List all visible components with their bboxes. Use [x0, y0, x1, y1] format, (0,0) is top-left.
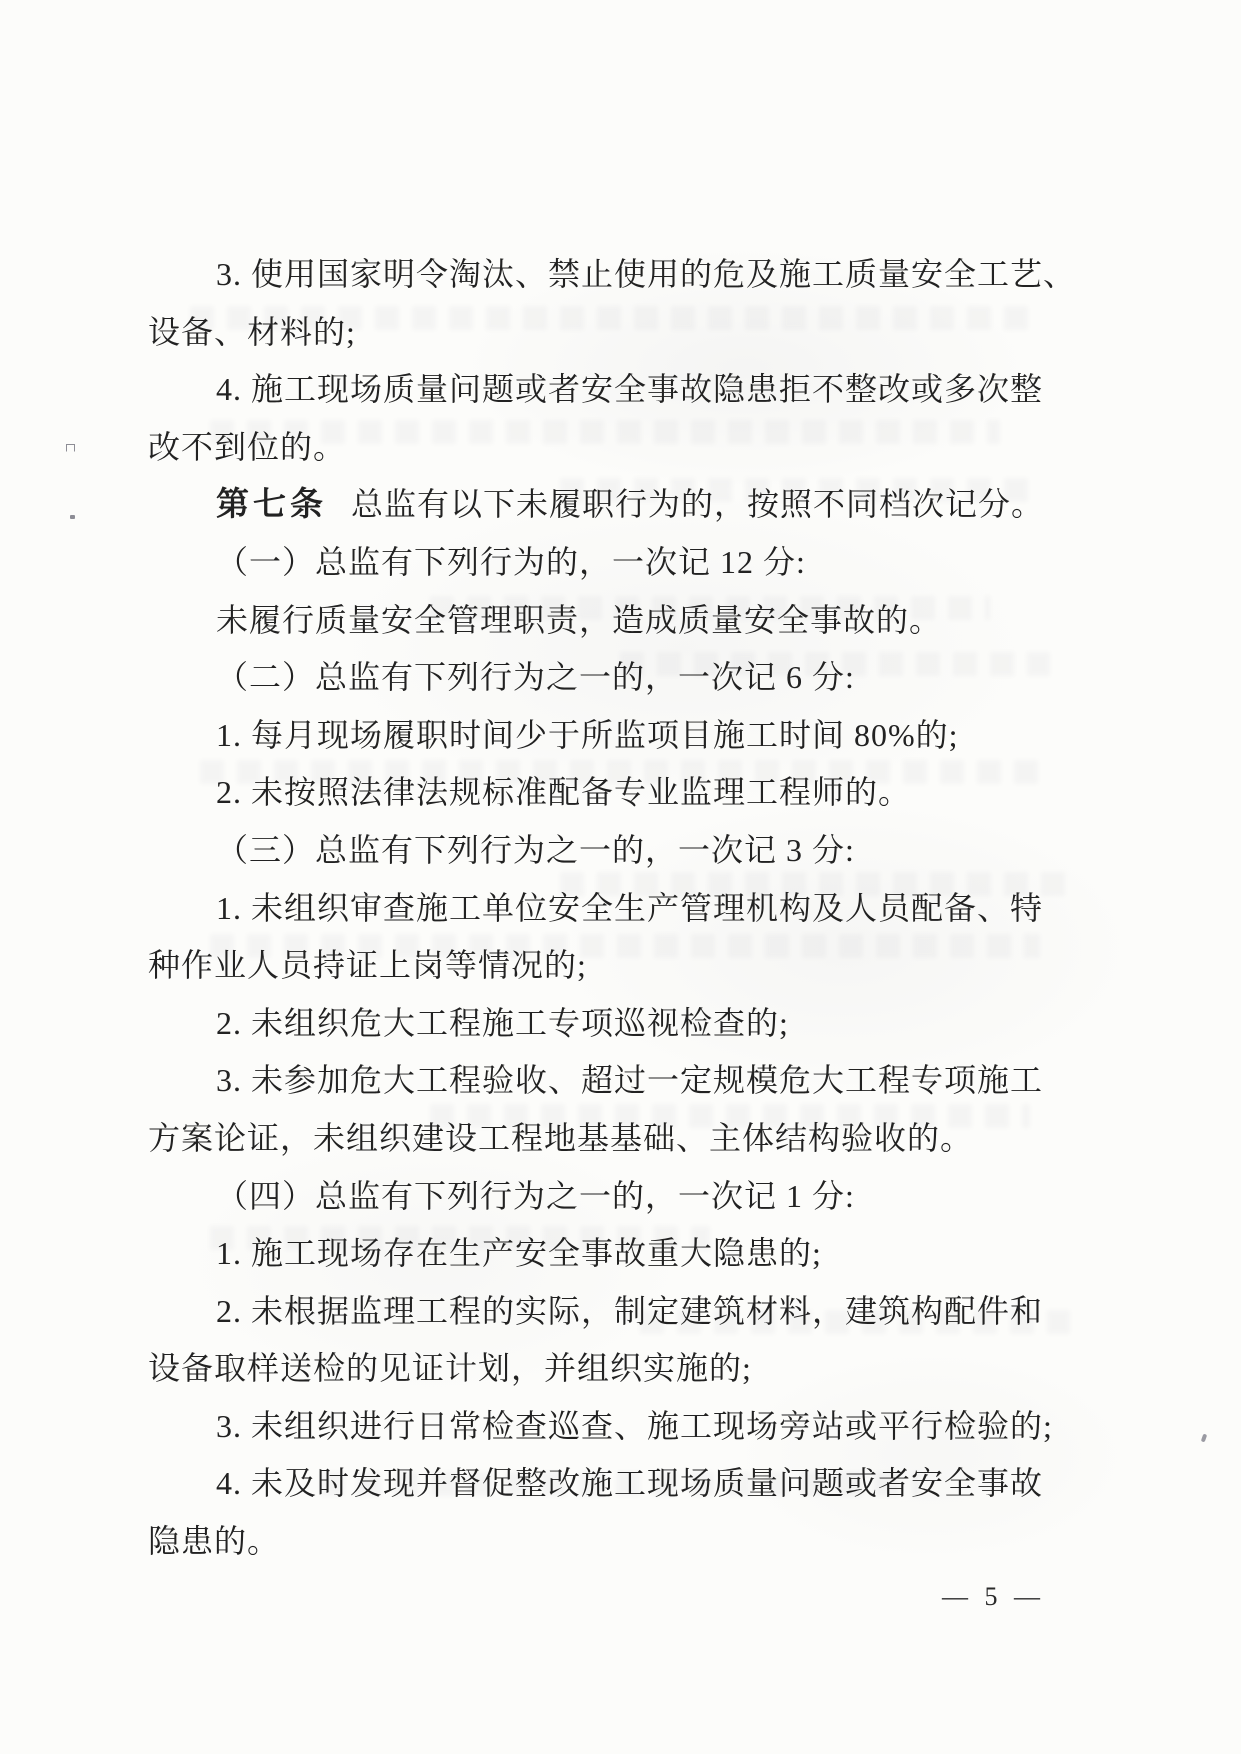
- doc-line: 1. 未组织审查施工单位安全生产管理机构及人员配备、特: [216, 889, 1044, 926]
- doc-line: 改不到位的。: [148, 428, 347, 465]
- doc-line: 未履行质量安全管理职责，造成质量安全事故的。: [216, 601, 943, 638]
- doc-line: 3. 未参加危大工程验收、超过一定规模危大工程专项施工: [216, 1062, 1044, 1099]
- doc-line: （二）总监有下列行为之一的，一次记 6 分:: [216, 659, 855, 696]
- doc-line: 种作业人员持证上岗等情况的;: [148, 947, 587, 984]
- article-7-text: 总监有以下未履职行为的，按照不同档次记分。: [351, 486, 1045, 523]
- doc-line: 2. 未组织危大工程施工专项巡视检查的;: [216, 1004, 789, 1041]
- page-number: — 5 —: [942, 1582, 1045, 1611]
- scan-speck: [66, 444, 75, 452]
- doc-line: 隐患的。: [148, 1523, 281, 1560]
- doc-line: 3. 使用国家明令淘汰、禁止使用的危及施工质量安全工艺、: [216, 256, 1077, 292]
- doc-line: 方案论证，未组织建设工程地基基础、主体结构验收的。: [148, 1119, 974, 1156]
- doc-line: 2. 未根据监理工程的实际，制定建筑材料，建筑构配件和: [216, 1292, 1044, 1329]
- doc-line: 设备取样送检的见证计划，并组织实施的;: [148, 1350, 752, 1387]
- doc-line: （三）总监有下列行为之一的，一次记 3 分:: [216, 831, 855, 868]
- doc-line: （四）总监有下列行为之一的，一次记 1 分:: [216, 1177, 855, 1214]
- doc-line: 设备、材料的;: [148, 313, 356, 350]
- doc-line: 2. 未按照法律法规标准配备专业监理工程师的。: [216, 774, 912, 811]
- document-body: [148, 246, 1088, 1571]
- scan-speck: [70, 515, 75, 519]
- doc-line: 4. 未及时发现并督促整改施工现场质量问题或者安全事故: [216, 1465, 1044, 1502]
- article-7-term: 第七条: [216, 487, 327, 524]
- doc-line: 1. 每月现场履职时间少于所监项目施工时间 80%的;: [216, 716, 959, 753]
- doc-line: 3. 未组织进行日常检查巡查、施工现场旁站或平行检验的;: [216, 1407, 1053, 1444]
- doc-line: 1. 施工现场存在生产安全事故重大隐患的;: [216, 1235, 822, 1272]
- doc-line: 4. 施工现场质量问题或者安全事故隐患拒不整改或多次整: [216, 371, 1044, 408]
- scan-speck: [1201, 1434, 1207, 1443]
- doc-line-article-7: [148, 476, 1088, 534]
- doc-line: （一）总监有下列行为的，一次记 12 分:: [216, 543, 806, 580]
